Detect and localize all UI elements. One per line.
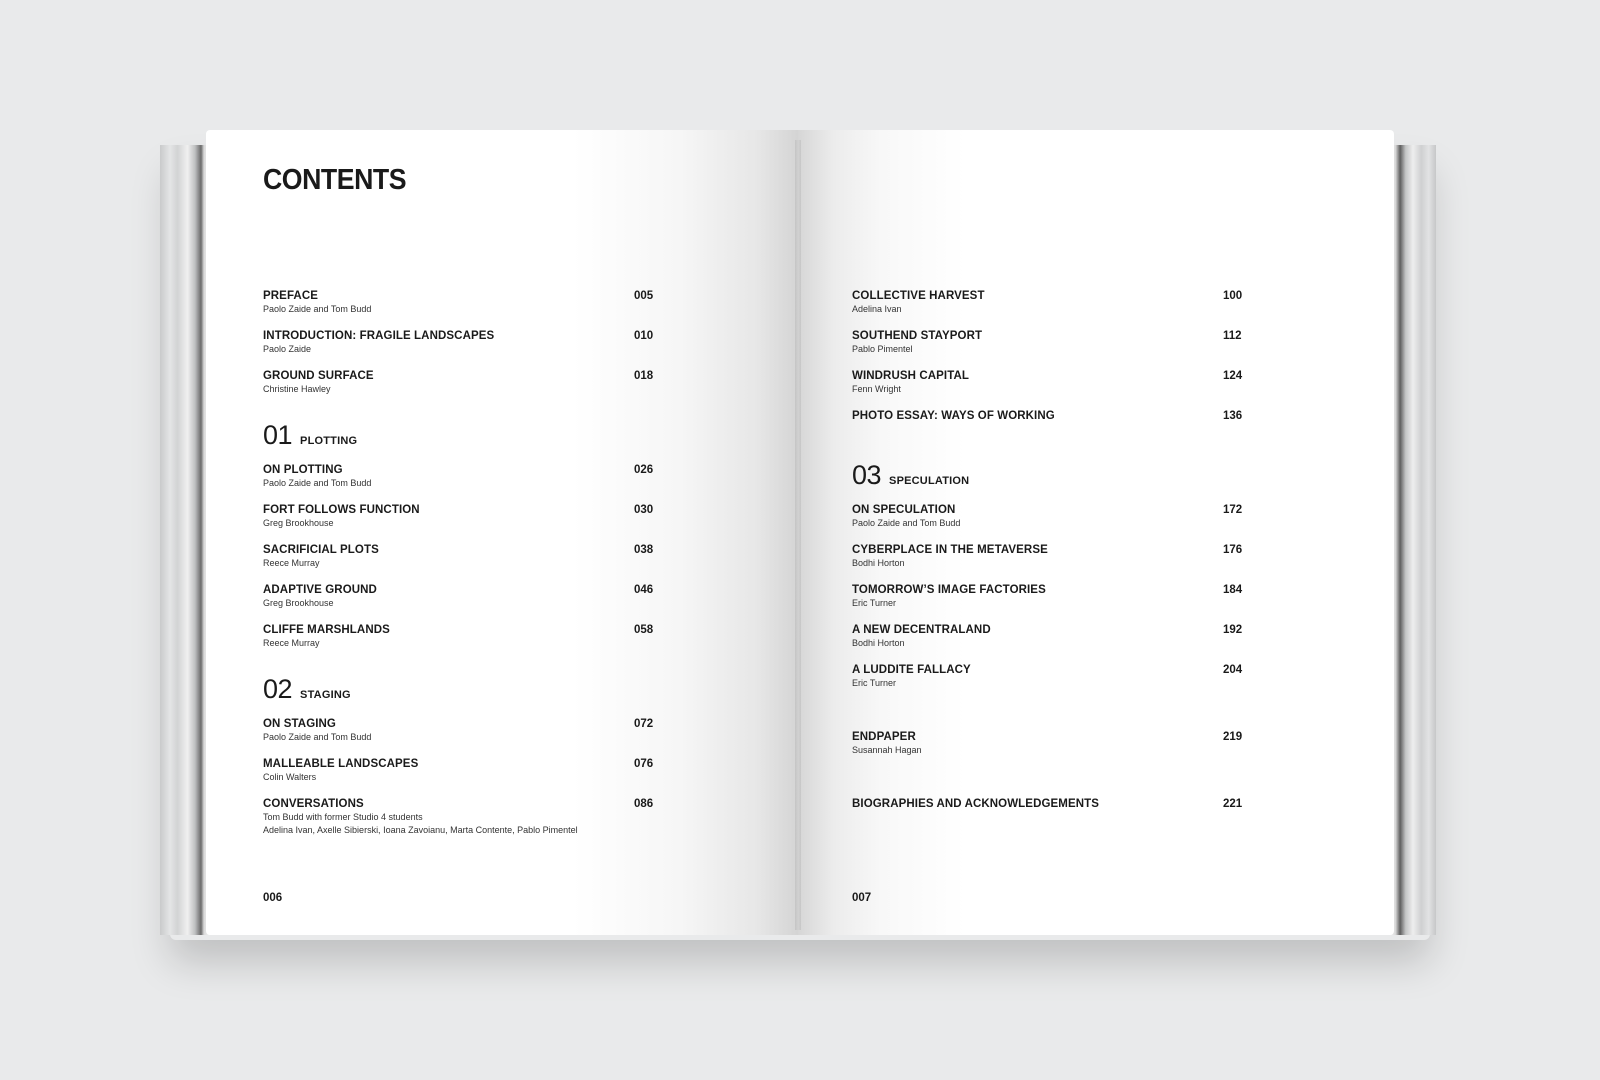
entry-title: INTRODUCTION: FRAGILE LANDSCAPES bbox=[263, 330, 495, 342]
toc-entry[interactable] bbox=[263, 543, 663, 570]
section-heading bbox=[263, 420, 357, 450]
entry-author: Christine Hawley bbox=[263, 384, 331, 394]
entry-page-number: 124 bbox=[1223, 370, 1243, 382]
entry-author: Tom Budd with former Studio 4 students bbox=[263, 812, 423, 822]
entry-title: SOUTHEND STAYPORT bbox=[852, 330, 983, 342]
entry-author: Paolo Zaide and Tom Budd bbox=[263, 732, 372, 742]
toc-entry[interactable] bbox=[852, 583, 1252, 610]
entry-author: Greg Brookhouse bbox=[263, 518, 334, 528]
entry-page-number: 086 bbox=[634, 798, 654, 810]
page-number-right: 007 bbox=[852, 892, 872, 904]
toc-entry[interactable] bbox=[263, 583, 663, 610]
entry-author: Eric Turner bbox=[852, 598, 897, 608]
entry-title: ON PLOTTING bbox=[263, 464, 343, 476]
toc-entry[interactable] bbox=[263, 463, 663, 490]
entry-page-number: 010 bbox=[634, 330, 654, 342]
toc-entry[interactable] bbox=[263, 623, 663, 650]
toc-entry[interactable] bbox=[852, 503, 1252, 530]
toc-entry[interactable] bbox=[852, 797, 1252, 811]
entry-page-number: 026 bbox=[634, 464, 654, 476]
toc-entry[interactable] bbox=[852, 369, 1252, 396]
toc-entry[interactable] bbox=[852, 329, 1252, 356]
entry-page-number: 204 bbox=[1223, 664, 1243, 676]
section-name: STAGING bbox=[300, 689, 351, 701]
entry-page-number: 136 bbox=[1223, 410, 1243, 422]
entry-author: Paolo Zaide and Tom Budd bbox=[852, 518, 961, 528]
entry-title: GROUND SURFACE bbox=[263, 370, 374, 382]
entry-page-number: 046 bbox=[634, 584, 654, 596]
toc-entry[interactable] bbox=[263, 369, 663, 396]
entry-title: FORT FOLLOWS FUNCTION bbox=[263, 504, 420, 516]
entry-author: Fenn Wright bbox=[852, 384, 901, 394]
book-page-edges-left bbox=[160, 145, 210, 935]
toc-entry[interactable] bbox=[852, 409, 1252, 423]
entry-title: WINDRUSH CAPITAL bbox=[852, 370, 970, 382]
entry-author: Greg Brookhouse bbox=[263, 598, 334, 608]
toc-entry[interactable] bbox=[263, 289, 663, 316]
entry-title: ENDPAPER bbox=[852, 731, 916, 743]
entry-page-number: 100 bbox=[1223, 290, 1243, 302]
entry-page-number: 221 bbox=[1223, 798, 1243, 810]
section-heading bbox=[263, 674, 351, 704]
entry-title: MALLEABLE LANDSCAPES bbox=[263, 758, 419, 770]
entry-title: CYBERPLACE IN THE METAVERSE bbox=[852, 544, 1048, 556]
toc-entry[interactable] bbox=[852, 289, 1252, 316]
toc-entry[interactable] bbox=[263, 797, 663, 837]
entry-author: Reece Murray bbox=[263, 558, 320, 568]
entry-author-continued: Adelina Ivan, Axelle Sibierski, Ioana Zavoianu, Marta Contente, Pablo Pimentel bbox=[263, 825, 578, 835]
entry-page-number: 058 bbox=[634, 624, 654, 636]
entry-author: Adelina Ivan bbox=[852, 304, 902, 314]
toc-entry[interactable] bbox=[852, 730, 1252, 757]
toc-entry[interactable] bbox=[263, 717, 663, 744]
entry-page-number: 076 bbox=[634, 758, 654, 770]
entry-page-number: 038 bbox=[634, 544, 654, 556]
page-number-left: 006 bbox=[263, 892, 283, 904]
entry-title: CLIFFE MARSHLANDS bbox=[263, 624, 390, 636]
entry-title: ADAPTIVE GROUND bbox=[263, 584, 377, 596]
entry-title: PREFACE bbox=[263, 290, 319, 302]
section-name: SPECULATION bbox=[889, 475, 970, 487]
entry-title: COLLECTIVE HARVEST bbox=[852, 290, 985, 302]
entry-title: ON STAGING bbox=[263, 718, 336, 730]
entry-page-number: 219 bbox=[1223, 731, 1243, 743]
toc-entry[interactable] bbox=[852, 623, 1252, 650]
section-heading bbox=[852, 460, 969, 490]
entry-page-number: 192 bbox=[1223, 624, 1243, 636]
entry-author: Bodhi Horton bbox=[852, 638, 905, 648]
entry-title: SACRIFICIAL PLOTS bbox=[263, 544, 379, 556]
toc-entry[interactable] bbox=[852, 663, 1252, 690]
section-number: 02 bbox=[263, 674, 293, 704]
section-name: PLOTTING bbox=[300, 435, 358, 447]
entry-page-number: 112 bbox=[1223, 330, 1242, 342]
entry-author: Paolo Zaide and Tom Budd bbox=[263, 478, 372, 488]
contents-heading: CONTENTS bbox=[263, 164, 407, 196]
toc-entry[interactable] bbox=[263, 503, 663, 530]
entry-title: A NEW DECENTRALAND bbox=[852, 624, 991, 636]
entry-page-number: 005 bbox=[634, 290, 654, 302]
book-page-edges-right bbox=[1390, 145, 1436, 935]
entry-title: BIOGRAPHIES AND ACKNOWLEDGEMENTS bbox=[852, 798, 1100, 810]
entry-author: Reece Murray bbox=[263, 638, 320, 648]
entry-title: A LUDDITE FALLACY bbox=[852, 664, 971, 676]
entry-author: Paolo Zaide and Tom Budd bbox=[263, 304, 372, 314]
toc-entry[interactable] bbox=[852, 543, 1252, 570]
entry-page-number: 018 bbox=[634, 370, 654, 382]
toc-entry[interactable] bbox=[263, 757, 663, 784]
entry-page-number: 184 bbox=[1223, 584, 1243, 596]
entry-author: Susannah Hagan bbox=[852, 745, 922, 755]
entry-author: Colin Walters bbox=[263, 772, 317, 782]
section-number: 03 bbox=[852, 460, 882, 490]
entry-author: Eric Turner bbox=[852, 678, 897, 688]
entry-author: Pablo Pimentel bbox=[852, 344, 913, 354]
section-number: 01 bbox=[263, 420, 293, 450]
entry-page-number: 030 bbox=[634, 504, 654, 516]
entry-page-number: 072 bbox=[634, 718, 654, 730]
entry-author: Bodhi Horton bbox=[852, 558, 905, 568]
entry-page-number: 172 bbox=[1223, 504, 1243, 516]
entry-page-number: 176 bbox=[1223, 544, 1243, 556]
entry-title: TOMORROW’S IMAGE FACTORIES bbox=[852, 584, 1046, 596]
entry-title: ON SPECULATION bbox=[852, 504, 956, 516]
entry-title: PHOTO ESSAY: WAYS OF WORKING bbox=[852, 410, 1055, 422]
right-page bbox=[798, 130, 1394, 935]
entry-title: CONVERSATIONS bbox=[263, 798, 364, 810]
toc-entry[interactable] bbox=[263, 329, 663, 356]
book-gutter bbox=[795, 140, 801, 930]
entry-author: Paolo Zaide bbox=[263, 344, 312, 354]
